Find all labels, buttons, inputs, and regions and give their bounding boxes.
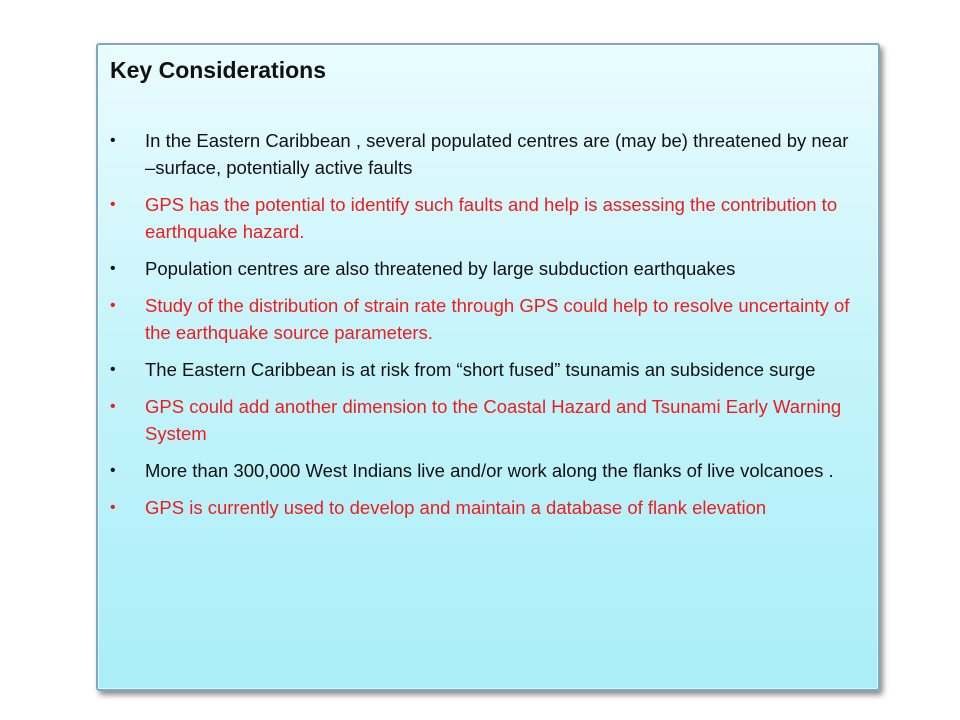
bullet-icon: • [110, 462, 116, 479]
bullet-icon: • [110, 132, 116, 149]
bullet-icon: • [110, 361, 116, 378]
list-item [110, 127, 850, 181]
slide-title: Key Considerations [110, 57, 326, 83]
bullet-text: GPS is currently used to develop and maintain a database of flank elevation [145, 497, 767, 518]
list-item [110, 494, 850, 521]
bullet-icon: • [110, 196, 116, 213]
list-item [110, 457, 850, 484]
bullet-text: In the Eastern Caribbean , several populated centres are (may be) threatened by near –surface, potentially active faults [145, 130, 849, 178]
bullet-icon: • [110, 260, 116, 277]
bullet-text: Study of the distribution of strain rate through GPS could help to resolve uncertainty of the earthquake source parameters. [145, 295, 850, 343]
list-item [110, 191, 850, 245]
bullet-text: GPS could add another dimension to the Coastal Hazard and Tsunami Early Warning System [145, 396, 842, 444]
bullet-icon: • [110, 297, 116, 314]
bullet-text: Population centres are also threatened by large subduction earthquakes [145, 258, 736, 279]
bullet-icon: • [110, 398, 116, 415]
bullet-icon: • [110, 499, 116, 516]
list-item [110, 393, 850, 447]
list-item [110, 292, 850, 346]
bullet-text: GPS has the potential to identify such faults and help is assessing the contribution to earthquake hazard. [145, 194, 838, 242]
list-item [110, 255, 850, 282]
list-item [110, 356, 850, 383]
bullet-text: More than 300,000 West Indians live and/or work along the flanks of live volcanoes . [145, 460, 834, 481]
bullet-list [110, 127, 850, 531]
content-box [96, 43, 880, 691]
bullet-text: The Eastern Caribbean is at risk from “short fused” tsunamis an subsidence surge [145, 359, 816, 380]
